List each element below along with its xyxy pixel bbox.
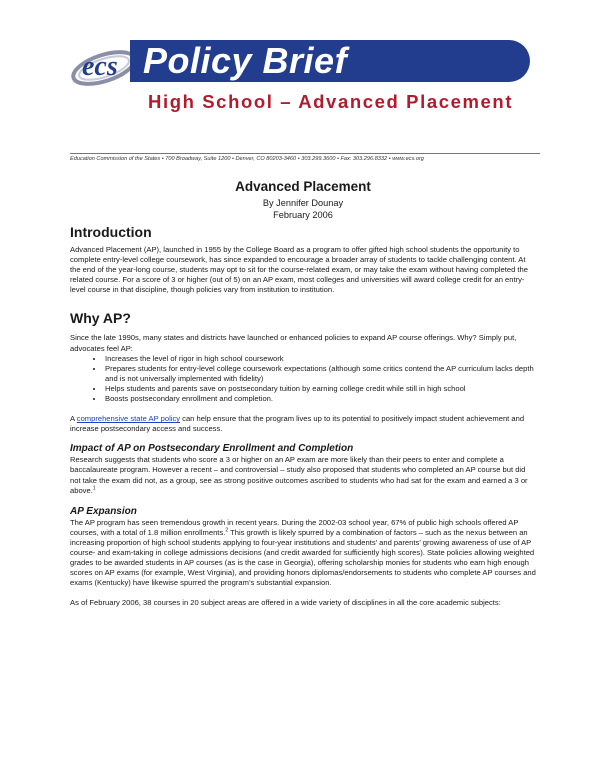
why-heading: Why AP? [70,310,131,327]
ecs-logo [68,38,138,88]
expansion-text-b: This growth is likely spurred by a combination of factors – such as the nexus between an increasing proportion of high school students applying to four-year institutions and students’ and parents’ growing awareness of use of AP course- and exam-taking in college admissions decisions (and credit awarded for sufficiently high scores). State policies allowing weighted grades to be awarded students in AP courses (as is the case in Georgia), offering scholarship monies for students who earn high enough scores on AP exams (for example, West Virginia), and providing honors diplomas/endorsements to students who complete AP courses and exams (Kentucky) have likewise spurred the program’s substantial expansion. [70,527,536,588]
page-subtitle: High School – Advanced Placement [148,91,514,112]
author: By Jennifer Dounay [262,198,344,208]
list-item: • Increases the level of rigor in high school coursework [104,354,536,364]
why-bullet-list [70,354,536,404]
expansion-paragraph [70,518,536,589]
impact-text: Research suggests that students who score a 3 or higher on an AP exam are more likely than their peers to enter and complete a baccalaureate program. However a recent – and controversial – study also proposed that students who completed an AP course but did not take the exam did not, as a group, see as strong positive outcomes ascribed to students who had sat for the exam and earned a 3 or above. [70,455,528,495]
footnote-ref: 1 [92,485,96,492]
list-item: • Boosts postsecondary enrollment and completion. [104,394,536,404]
expansion-heading: AP Expansion [70,505,137,517]
impact-paragraph [70,455,536,495]
date: February 2006 [273,210,333,220]
intro-paragraph: Advanced Placement (AP), launched in 1955 by the College Board as a program to offer gifted high school students the opportunity to complete entry-level college coursework, has since expanded to encourage a broader array of students to tackle challenging content. At the end of the year-long course, students may opt to sit for the course-related exam, or may take the exam without having completed the related course. For a score of 3 or higher (out of 5) on an AP exam, most colleges and universities will award college credit for an entry-level course in that discipline, though policies vary from institution to institution. [70,245,528,295]
comprehensive-policy-link[interactable]: comprehensive state AP policy [76,414,181,424]
closing-paragraph: As of February 2006, 38 courses in 20 subject areas are offered in a wide variety of disciplines in all the core academic subjects: [70,598,501,608]
address-line: Education Commission of the States • 700 Broadway, Suite 1200 • Denver, CO 80203-3460 • 303.299.3600 • Fax: 303.296.8332 • www.ecs.org [70,153,540,162]
list-item: • Prepares students for entry-level college coursework expectations (although some critics contend the AP curriculum lacks depth and is not universally implemented with fidelity) [104,364,536,384]
policy-text-pre: A [70,414,77,424]
document-title: Advanced Placement [235,179,371,194]
list-item: • Helps students and parents save on postsecondary tuition by earning college credit while still in high school [104,384,536,394]
policy-paragraph [70,414,536,434]
expansion-text-a: The AP program has seen tremendous growth in recent years. During the 2002-03 school year, 67% of public high schools offered AP courses, with a total of 1.8 million enrollments. [70,517,519,537]
logo-text: ecs [82,51,118,82]
intro-heading: Introduction [70,224,152,240]
banner-title: Policy Brief [143,40,348,81]
impact-heading: Impact of AP on Postsecondary Enrollment and Completion [70,443,354,455]
main-content [70,178,536,608]
footnote-ref: 2 [225,527,229,534]
policy-text-post: can help ensure that the program lives up to its potential to positively impact student achievement and increase postsecondary access and success. [70,414,525,434]
why-paragraph: Since the late 1990s, many states and districts have launched or enhanced policies to expand AP course offerings. Why? Simply put, advocates feel AP: [70,333,517,353]
